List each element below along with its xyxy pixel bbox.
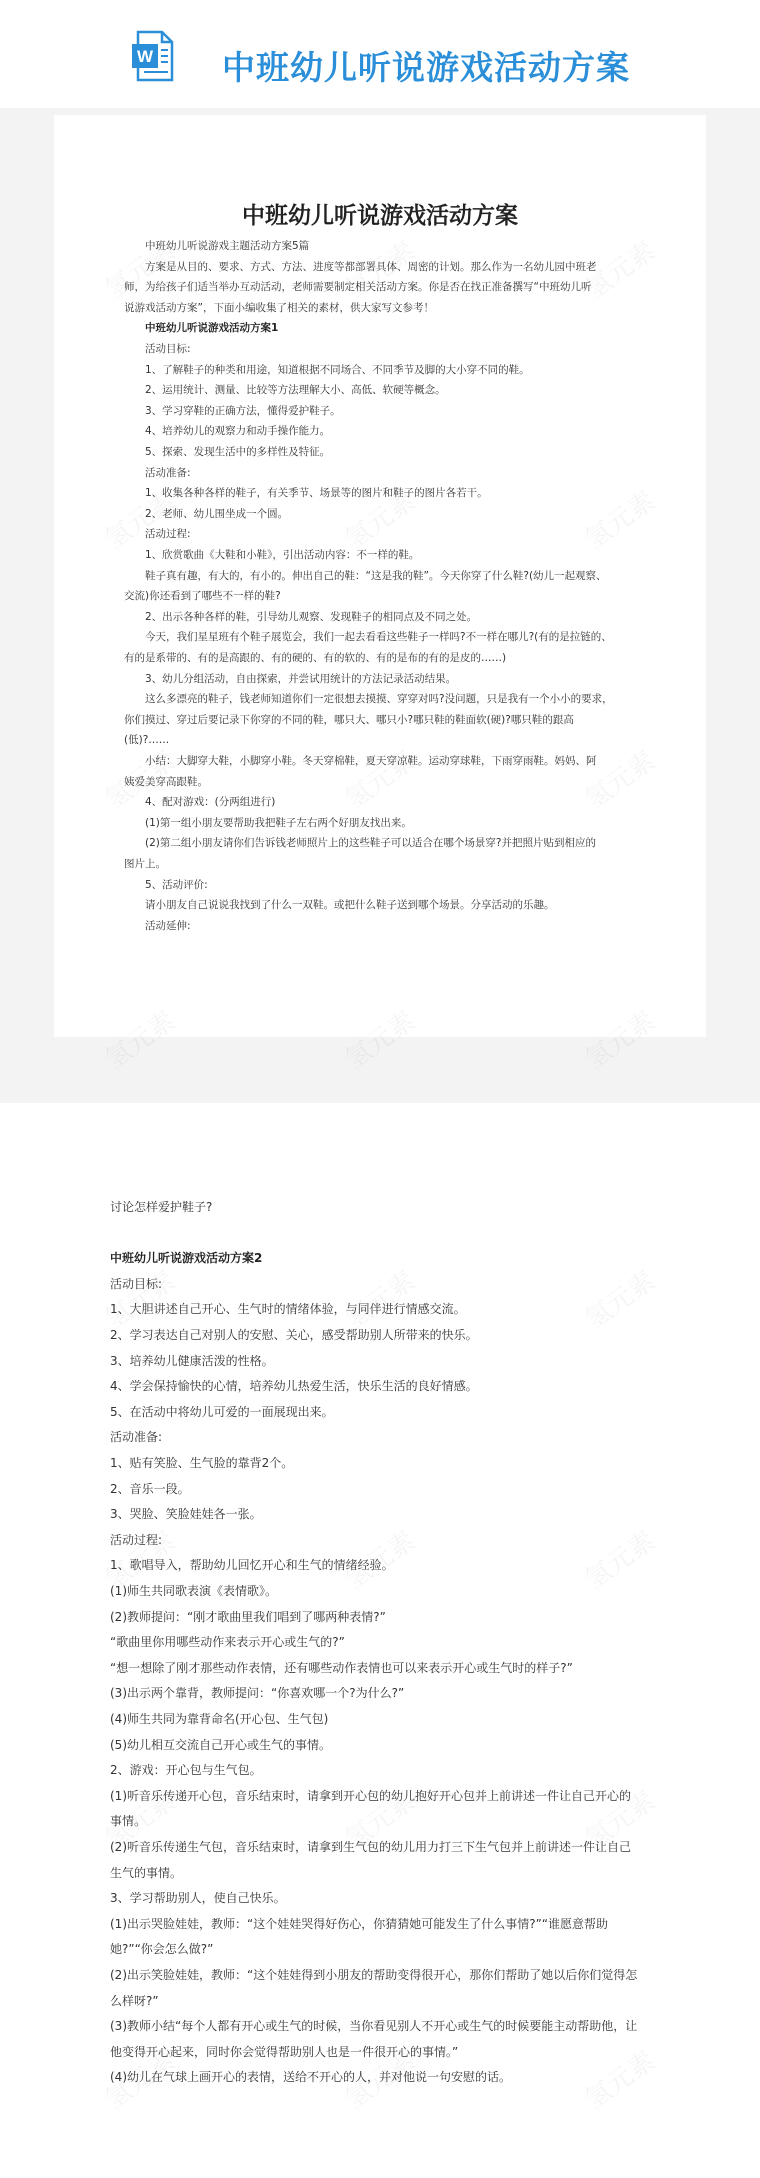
paragraph-line: 活动准备: (110, 1430, 163, 1445)
paragraph-line: (1)听音乐传递开心包，音乐结束时，请拿到开心包的幼儿抱好开心包并上前讲述一件让自己开心的 (110, 1788, 632, 1803)
paragraph-line: 事情。 (110, 1814, 147, 1829)
paragraph-line: 有的是系带的、有的是高跟的、有的硬的、有的软的、有的是布的有的是皮的……) (124, 652, 507, 664)
word-document-icon (132, 30, 176, 82)
paragraph-line: 图片上。 (124, 858, 166, 870)
paragraph-line: 2、出示各种各样的鞋，引导幼儿观察、发现鞋子的相同点及不同之处。 (145, 610, 478, 623)
paragraph-line: 4、培养幼儿的观察力和动手操作能力。 (145, 425, 331, 438)
paragraph-line: 活动过程: (110, 1532, 163, 1547)
paragraph-line: 活动目标: (145, 343, 191, 355)
paragraph-line: 方案是从目的、要求、方式、方法、进度等都部署具体、周密的计划。那么作为一名幼儿园中班老 (145, 260, 597, 273)
paragraph-line: 交流)你还看到了哪些不一样的鞋? (124, 590, 281, 603)
paragraph-line: 小结：大脚穿大鞋，小脚穿小鞋。冬天穿棉鞋，夏天穿凉鞋。运动穿球鞋，下雨穿雨鞋。妈妈、阿 (145, 755, 597, 767)
paragraph-line: 活动准备: (145, 466, 191, 479)
paragraph-line: 姨爱美穿高跟鞋。 (124, 775, 208, 788)
paragraph-line: 你们摸过、穿过后要记录下你穿的不同的鞋，哪只大、哪只小?哪只鞋的鞋面软(硬)?哪只鞋的跟高 (124, 713, 574, 726)
paragraph-line: 1、了解鞋子的种类和用途，知道根据不同场合、不同季节及脚的大小穿不同的鞋。 (145, 363, 530, 376)
paragraph-line: 1、大胆讲述自己开心、生气时的情绪体验，与同伴进行情感交流。 (110, 1302, 466, 1317)
paragraph-line: 她?”“你会怎么做?” (110, 1942, 214, 1957)
paragraph-line: 3、哭脸、笑脸娃娃各一张。 (110, 1507, 262, 1522)
paragraph-line: 中班幼儿听说游戏主题活动方案5篇 (145, 240, 310, 252)
paragraph-line: 请小朋友自己说说我找到了什么一双鞋。或把什么鞋子送到哪个场景。分享活动的乐趣。 (145, 899, 555, 912)
document-title: 中班幼儿听说游戏活动方案 (242, 203, 518, 229)
paragraph-line: “歌曲里你用哪些动作来表示开心或生气的?” (110, 1635, 345, 1650)
paragraph-line: 2、运用统计、测量、比较等方法理解大小、高低、软硬等概念。 (145, 384, 446, 397)
paragraph-line: 1、收集各种各样的鞋子，有关季节、场景等的图片和鞋子的图片各若干。 (145, 487, 488, 500)
paragraph-line: 活动过程: (145, 528, 191, 541)
paragraph-line: (低)?…… (124, 734, 170, 747)
paragraph-line: 3、学习穿鞋的正确方法，懂得爱护鞋子。 (145, 404, 341, 417)
paragraph-line: 说游戏活动方案”，下面小编收集了相关的素材，供大家写文参考！ (124, 301, 434, 314)
document-page-1 (54, 115, 706, 1037)
paragraph-line: (1)第一组小朋友要帮助我把鞋子左右两个好朋友找出来。 (145, 816, 412, 829)
paragraph-line: (4)幼儿在气球上画开心的表情，送给不开心的人，并对他说一句安慰的话。 (110, 2070, 512, 2085)
paragraph-line: 1、贴有笑脸、生气脸的靠背2个。 (110, 1456, 294, 1470)
svg-text:W: W (136, 47, 154, 66)
paragraph-line: 5、活动评价: (145, 878, 208, 891)
paragraph-line: 3、培养幼儿健康活泼的性格。 (110, 1353, 274, 1368)
paragraph-line: 5、在活动中将幼儿可爱的一面展现出来。 (110, 1404, 334, 1419)
paragraph-line: (2)第二组小朋友请你们告诉钱老师照片上的这些鞋子可以适合在哪个场景穿?并把照片贴到相应的 (145, 837, 596, 850)
paragraph-line: 生气的事情。 (110, 1865, 183, 1880)
paragraph-line: (2)教师提问：“刚才歌曲里我们唱到了哪两种表情?” (110, 1609, 386, 1624)
paragraph-line: 3、幼儿分组活动，自由探索，并尝试用统计的方法记录活动结果。 (145, 672, 457, 685)
section-heading: 中班幼儿听说游戏活动方案1 (145, 322, 279, 335)
paragraph-line: 鞋子真有趣，有大的，有小的。伸出自己的鞋：“这是我的鞋”。今天你穿了什么鞋?(幼儿一起观察、 (145, 569, 607, 582)
paragraph-line: (3)教师小结“每个人都有开心或生气的时候，当你看见别人不开心或生气的时候要能主动帮助他，让 (110, 2019, 638, 2034)
paragraph-line: 4、学会保持愉快的心情，培养幼儿热爱生活，快乐生活的良好情感。 (110, 1379, 478, 1394)
paragraph-line: 5、探索、发现生活中的多样性及特征。 (145, 446, 331, 458)
paragraph-line: 1、欣赏歌曲《大鞋和小鞋》，引出活动内容：不一样的鞋。 (145, 549, 420, 561)
paragraph-line: 2、游戏：开心包与生气包。 (110, 1763, 262, 1778)
paragraph-line: 今天，我们星星班有个鞋子展览会，我们一起去看看这些鞋子一样吗?不一样在哪儿?(有的是拉链的、 (145, 631, 612, 644)
paragraph-line: (1)出示哭脸娃娃，教师：“这个娃娃哭得好伤心，你猜猜她可能发生了什么事情?”“谁愿意帮助 (110, 1916, 609, 1931)
paragraph-line: 2、音乐一段。 (110, 1481, 190, 1496)
paragraph-line: 4、配对游戏：(分两组进行) (145, 796, 276, 809)
paragraph-line: 活动目标: (110, 1276, 163, 1291)
paragraph-line: 2、老师、幼儿围坐成一个圆。 (145, 507, 289, 520)
section-heading: 中班幼儿听说游戏活动方案2 (110, 1251, 263, 1266)
paragraph-line: (2)听音乐传递生气包，音乐结束时，请拿到生气包的幼儿用力打三下生气包并上前讲述一件让自己 (110, 1840, 632, 1854)
paragraph-line: (3)出示两个靠背，教师提问：“你喜欢哪一个?为什么?” (110, 1686, 405, 1701)
paragraph-line: (5)幼儿相互交流自己开心或生气的事情。 (110, 1737, 331, 1752)
paragraph-line: (4)师生共同为靠背命名(开心包、生气包) (110, 1712, 329, 1726)
paragraph-line: 他变得开心起来，同时你会觉得帮助别人也是一件很开心的事情。” (110, 2044, 459, 2059)
paragraph-line: 1、歌唱导入，帮助幼儿回忆开心和生气的情绪经验。 (110, 1558, 394, 1573)
paragraph-line: “想一想除了刚才那些动作表情，还有哪些动作表情也可以来表示开心或生气时的样子?” (110, 1660, 573, 1675)
paragraph-line: 讨论怎样爱护鞋子? (110, 1200, 213, 1214)
paragraph-line: 活动延伸: (145, 919, 191, 932)
paragraph-line: 3、学习帮助别人，使自己快乐。 (110, 1891, 286, 1906)
paragraph-line: 么样呀?” (110, 1993, 159, 2008)
paragraph-line: (1)师生共同歌表演《表情歌》。 (110, 1584, 277, 1598)
paragraph-line: 师，为给孩子们适当举办互动活动，老师需要制定相关活动方案。你是否在找正准备撰写“中班幼儿听 (124, 281, 592, 294)
banner-title: 中班幼儿听说游戏活动方案 (222, 48, 630, 87)
paragraph-line: (2)出示笑脸娃娃，教师：“这个娃娃得到小朋友的帮助变得很开心，那你们帮助了她以后你们觉得怎 (110, 1968, 638, 1982)
paragraph-line: 这么多漂亮的鞋子，钱老师知道你们一定很想去摸摸、穿穿对吗?没问题，只是我有一个小小的要求， (145, 693, 613, 706)
banner (0, 0, 760, 108)
paragraph-line: 2、学习表达自己对别人的安慰、关心，感受帮助别人所带来的快乐。 (110, 1328, 478, 1342)
